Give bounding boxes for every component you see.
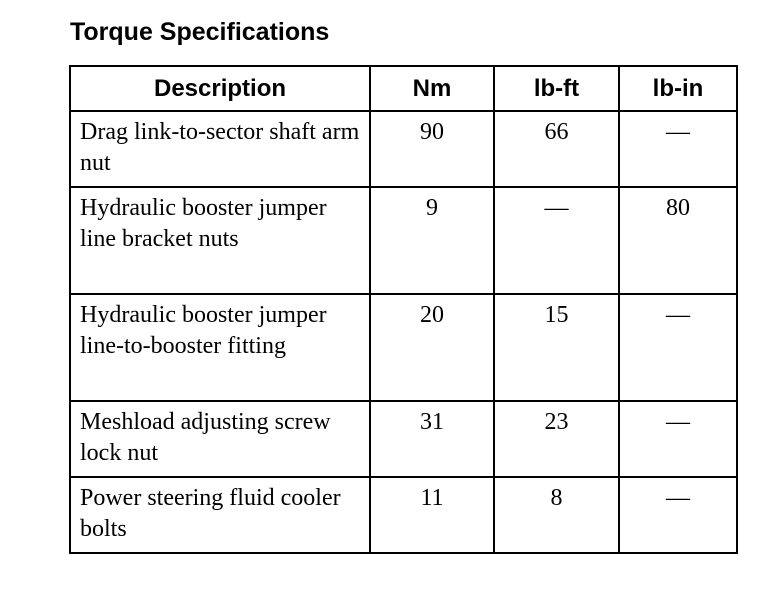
table-row — [70, 477, 737, 553]
table-row — [70, 111, 737, 187]
cell-description: Drag link-to-sector shaft arm nut — [70, 111, 370, 187]
cell-nm: 90 — [370, 111, 494, 187]
cell-lb-ft: 8 — [494, 477, 619, 553]
header-description: Description — [70, 66, 370, 111]
cell-lb-ft: — — [494, 187, 619, 294]
cell-lb-in: — — [619, 401, 737, 477]
cell-lb-in: 80 — [619, 187, 737, 294]
cell-lb-ft: 23 — [494, 401, 619, 477]
cell-description: Hydraulic booster jumper line-to-booster fitting — [70, 294, 370, 401]
table-header-row — [70, 66, 737, 111]
cell-lb-in: — — [619, 477, 737, 553]
cell-lb-in: — — [619, 111, 737, 187]
cell-lb-ft: 15 — [494, 294, 619, 401]
page-title: Torque Specifications — [70, 18, 330, 46]
header-nm: Nm — [370, 66, 494, 111]
cell-nm: 11 — [370, 477, 494, 553]
header-lb-in: lb-in — [619, 66, 737, 111]
cell-description: Power steering fluid cooler bolts — [70, 477, 370, 553]
cell-lb-in: — — [619, 294, 737, 401]
cell-nm: 9 — [370, 187, 494, 294]
torque-spec-table — [69, 65, 738, 554]
cell-description: Meshload adjusting screw lock nut — [70, 401, 370, 477]
header-lb-ft: lb-ft — [494, 66, 619, 111]
table-row — [70, 187, 737, 294]
table-row — [70, 294, 737, 401]
cell-description: Hydraulic booster jumper line bracket nuts — [70, 187, 370, 294]
cell-nm: 20 — [370, 294, 494, 401]
table-row — [70, 401, 737, 477]
cell-nm: 31 — [370, 401, 494, 477]
cell-lb-ft: 66 — [494, 111, 619, 187]
